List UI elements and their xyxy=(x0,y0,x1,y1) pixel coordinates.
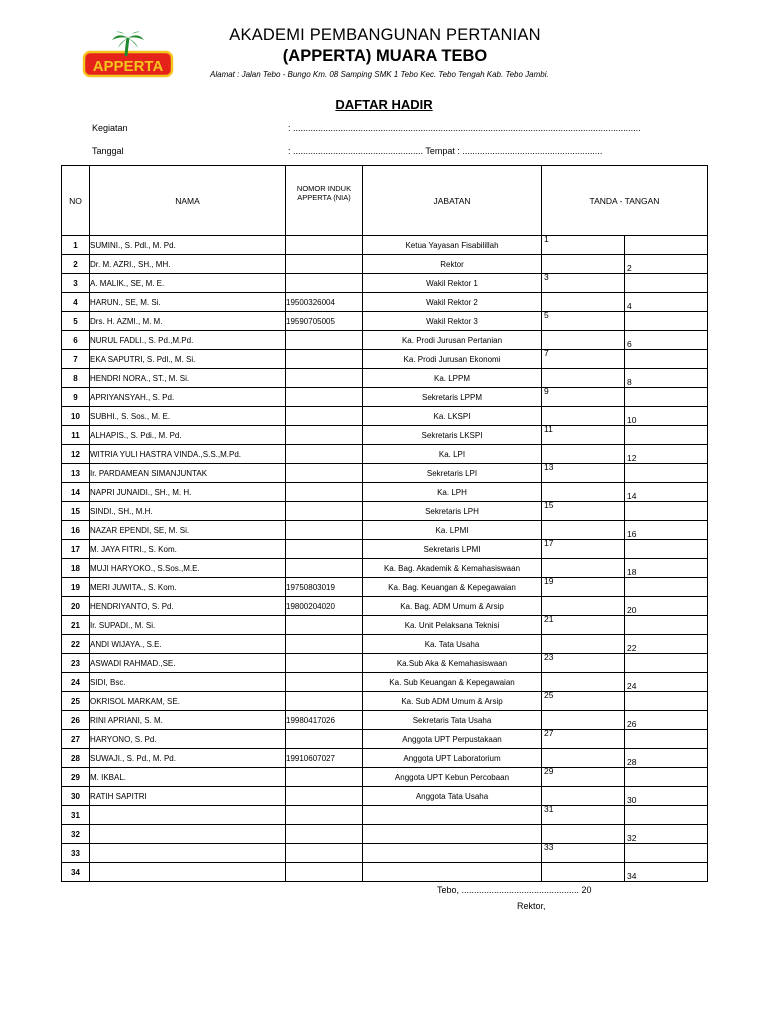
row-nia xyxy=(286,350,363,369)
table-row xyxy=(62,654,708,673)
row-nia xyxy=(286,445,363,464)
row-nia: 19910607027 xyxy=(286,749,363,768)
row-number: 7 xyxy=(62,350,90,369)
signature-left-cell xyxy=(542,825,625,844)
row-nia xyxy=(286,787,363,806)
signature-number-even: 8 xyxy=(627,377,632,387)
signature-left-cell xyxy=(542,711,625,730)
row-nia xyxy=(286,483,363,502)
row-nama xyxy=(90,863,286,882)
row-nama: HARYONO, S. Pd. xyxy=(90,730,286,749)
row-jabatan: Wakil Rektor 2 xyxy=(363,293,542,312)
signature-number-odd: 7 xyxy=(544,348,549,358)
row-number: 6 xyxy=(62,331,90,350)
table-row xyxy=(62,768,708,787)
row-nia: 19500326004 xyxy=(286,293,363,312)
row-jabatan: Ka. LPPM xyxy=(363,369,542,388)
signature-left-cell xyxy=(542,730,625,749)
table-row xyxy=(62,787,708,806)
row-number: 16 xyxy=(62,521,90,540)
table-row xyxy=(62,312,708,331)
row-number: 12 xyxy=(62,445,90,464)
signature-number-even: 30 xyxy=(627,795,637,805)
row-number: 23 xyxy=(62,654,90,673)
row-jabatan: Wakil Rektor 1 xyxy=(363,274,542,293)
row-number: 3 xyxy=(62,274,90,293)
table-row xyxy=(62,445,708,464)
table-row xyxy=(62,388,708,407)
row-number: 32 xyxy=(62,825,90,844)
row-jabatan: Ka. Bag. Keuangan & Kepegawaian xyxy=(363,578,542,597)
table-row xyxy=(62,407,708,426)
signature-number-odd: 15 xyxy=(544,500,554,510)
signature-left-cell xyxy=(542,293,625,312)
row-nama: RINI APRIANI, S. M. xyxy=(90,711,286,730)
signature-number-even: 12 xyxy=(627,453,637,463)
table-row xyxy=(62,749,708,768)
table-header-row xyxy=(62,166,708,236)
row-number: 29 xyxy=(62,768,90,787)
institution-name: AKADEMI PEMBANGUNAN PERTANIAN xyxy=(229,26,541,44)
tanggal-label: Tanggal xyxy=(92,146,124,156)
row-jabatan: Ketua Yayasan Fisabilillah xyxy=(363,236,542,255)
row-nia xyxy=(286,502,363,521)
table-row xyxy=(62,483,708,502)
signature-right-cell xyxy=(625,711,708,730)
table-row xyxy=(62,464,708,483)
signature-right-cell xyxy=(625,236,708,255)
signature-right-cell xyxy=(625,597,708,616)
signature-right-cell xyxy=(625,521,708,540)
table-row xyxy=(62,844,708,863)
signature-right-cell xyxy=(625,293,708,312)
row-nama: RATIH SAPITRI xyxy=(90,787,286,806)
signature-right-cell xyxy=(625,407,708,426)
signature-right-cell xyxy=(625,635,708,654)
signature-right-cell xyxy=(625,578,708,597)
row-number: 2 xyxy=(62,255,90,274)
row-jabatan: Ka. LPH xyxy=(363,483,542,502)
signature-right-cell xyxy=(625,464,708,483)
signature-left-cell xyxy=(542,255,625,274)
signature-left-cell xyxy=(542,635,625,654)
row-nama: ALHAPIS., S. Pdi., M. Pd. xyxy=(90,426,286,445)
row-nama: SINDI., SH., M.H. xyxy=(90,502,286,521)
signer-title: Rektor, xyxy=(517,901,546,911)
row-number: 11 xyxy=(62,426,90,445)
signature-left-cell xyxy=(542,236,625,255)
table-row xyxy=(62,711,708,730)
row-number: 14 xyxy=(62,483,90,502)
row-nia xyxy=(286,692,363,711)
document-title: DAFTAR HADIR xyxy=(335,97,433,112)
row-jabatan: Sekretaris LPPM xyxy=(363,388,542,407)
row-number: 30 xyxy=(62,787,90,806)
signature-left-cell xyxy=(542,407,625,426)
signature-left-cell xyxy=(542,654,625,673)
row-number: 5 xyxy=(62,312,90,331)
row-nama xyxy=(90,844,286,863)
signature-right-cell xyxy=(625,825,708,844)
row-nia xyxy=(286,255,363,274)
row-number: 15 xyxy=(62,502,90,521)
signature-number-even: 26 xyxy=(627,719,637,729)
signature-right-cell xyxy=(625,331,708,350)
row-nia xyxy=(286,331,363,350)
row-number: 18 xyxy=(62,559,90,578)
signature-right-cell xyxy=(625,673,708,692)
row-nama: OKRISOL MARKAM, SE. xyxy=(90,692,286,711)
row-number: 9 xyxy=(62,388,90,407)
table-row xyxy=(62,559,708,578)
signature-number-odd: 3 xyxy=(544,272,549,282)
row-jabatan: Ka. Prodi Jurusan Pertanian xyxy=(363,331,542,350)
signature-right-cell xyxy=(625,616,708,635)
signature-left-cell xyxy=(542,426,625,445)
row-nama: Drs. H. AZMI., M. M. xyxy=(90,312,286,331)
row-jabatan xyxy=(363,863,542,882)
signature-left-cell xyxy=(542,312,625,331)
row-nama: NURUL FADLI., S. Pd.,M.Pd. xyxy=(90,331,286,350)
signature-right-cell xyxy=(625,255,708,274)
signature-left-cell xyxy=(542,578,625,597)
signature-right-cell xyxy=(625,350,708,369)
row-nama: SIDI, Bsc. xyxy=(90,673,286,692)
row-nia xyxy=(286,464,363,483)
signature-right-cell xyxy=(625,768,708,787)
row-nia xyxy=(286,369,363,388)
row-number: 21 xyxy=(62,616,90,635)
row-jabatan: Ka. Bag. Akademik & Kemahasiswaan xyxy=(363,559,542,578)
signature-left-cell xyxy=(542,464,625,483)
signature-number-odd: 11 xyxy=(544,424,553,434)
row-number: 10 xyxy=(62,407,90,426)
row-nama: NAZAR EPENDI, SE, M. Si. xyxy=(90,521,286,540)
row-nia xyxy=(286,388,363,407)
signature-number-even: 24 xyxy=(627,681,637,691)
row-nama: M. IKBAL. xyxy=(90,768,286,787)
row-nia xyxy=(286,559,363,578)
row-nama: APRIYANSYAH., S. Pd. xyxy=(90,388,286,407)
signature-number-even: 14 xyxy=(627,491,637,501)
table-row xyxy=(62,255,708,274)
signature-right-cell xyxy=(625,730,708,749)
signature-number-even: 22 xyxy=(627,643,637,653)
table-row xyxy=(62,673,708,692)
logo-text: APPERTA xyxy=(92,58,164,75)
signature-number-odd: 23 xyxy=(544,652,554,662)
signature-right-cell xyxy=(625,863,708,882)
row-number: 8 xyxy=(62,369,90,388)
signature-left-cell xyxy=(542,331,625,350)
col-nia-header: NOMOR INDUK APPERTA (NIA) xyxy=(286,166,363,236)
table-row xyxy=(62,274,708,293)
row-jabatan: Ka. Prodi Jurusan Ekonomi xyxy=(363,350,542,369)
row-nia: 19800204020 xyxy=(286,597,363,616)
table-row xyxy=(62,863,708,882)
row-number: 13 xyxy=(62,464,90,483)
signature-number-odd: 1 xyxy=(544,234,549,244)
row-nia xyxy=(286,407,363,426)
signature-left-cell xyxy=(542,692,625,711)
row-nia xyxy=(286,521,363,540)
signature-right-cell xyxy=(625,388,708,407)
row-nia: 19980417026 xyxy=(286,711,363,730)
signature-left-cell xyxy=(542,559,625,578)
institution-address: Alamat : Jalan Tebo - Bungo Km. 08 Samping SMK 1 Tebo Kec. Tebo Tengah Kab. Tebo Jambi. xyxy=(210,70,549,79)
row-nama: SUBHI., S. Sos., M. E. xyxy=(90,407,286,426)
signature-number-even: 20 xyxy=(627,605,637,615)
row-nama: A. MALIK., SE, M. E. xyxy=(90,274,286,293)
row-jabatan: Sekretaris LPMI xyxy=(363,540,542,559)
table-row xyxy=(62,293,708,312)
row-nama: EKA SAPUTRI, S. Pdl., M. Si. xyxy=(90,350,286,369)
row-jabatan: Anggota Tata Usaha xyxy=(363,787,542,806)
row-nama: MERI JUWITA., S. Kom. xyxy=(90,578,286,597)
signature-left-cell xyxy=(542,616,625,635)
row-jabatan: Rektor xyxy=(363,255,542,274)
signature-right-cell xyxy=(625,426,708,445)
table-row xyxy=(62,540,708,559)
row-jabatan: Sekretaris LPH xyxy=(363,502,542,521)
signature-left-cell xyxy=(542,483,625,502)
row-nia xyxy=(286,426,363,445)
signature-left-cell xyxy=(542,768,625,787)
signature-right-cell xyxy=(625,502,708,521)
signature-right-cell xyxy=(625,274,708,293)
row-jabatan: Ka. Sub Keuangan & Kepegawaian xyxy=(363,673,542,692)
row-jabatan xyxy=(363,806,542,825)
row-jabatan xyxy=(363,825,542,844)
row-number: 24 xyxy=(62,673,90,692)
row-nia xyxy=(286,540,363,559)
kegiatan-label: Kegiatan xyxy=(92,123,128,133)
signature-right-cell xyxy=(625,749,708,768)
signature-number-even: 2 xyxy=(627,263,632,273)
row-nama: MUJI HARYOKO., S.Sos.,M.E. xyxy=(90,559,286,578)
table-row xyxy=(62,502,708,521)
row-nia xyxy=(286,673,363,692)
signature-number-even: 28 xyxy=(627,757,637,767)
table-row xyxy=(62,369,708,388)
row-jabatan: Ka.Sub Aka & Kemahasiswaan xyxy=(363,654,542,673)
row-number: 34 xyxy=(62,863,90,882)
signature-number-even: 10 xyxy=(627,415,637,425)
signature-left-cell xyxy=(542,673,625,692)
signature-right-cell xyxy=(625,806,708,825)
row-nia xyxy=(286,236,363,255)
signature-right-cell xyxy=(625,369,708,388)
signature-number-odd: 17 xyxy=(544,538,554,548)
row-nia xyxy=(286,806,363,825)
col-jabatan-header: JABATAN xyxy=(363,166,542,236)
signature-left-cell xyxy=(542,445,625,464)
row-nia xyxy=(286,654,363,673)
row-number: 22 xyxy=(62,635,90,654)
table-body xyxy=(62,236,708,882)
signature-left-cell xyxy=(542,521,625,540)
table-row xyxy=(62,236,708,255)
row-jabatan: Ka. Unit Pelaksana Teknisi xyxy=(363,616,542,635)
row-nia xyxy=(286,863,363,882)
signature-number-odd: 33 xyxy=(544,842,554,852)
signature-left-cell xyxy=(542,502,625,521)
signature-left-cell xyxy=(542,806,625,825)
signature-number-odd: 25 xyxy=(544,690,554,700)
row-jabatan: Anggota UPT Laboratorium xyxy=(363,749,542,768)
row-jabatan xyxy=(363,844,542,863)
row-number: 27 xyxy=(62,730,90,749)
row-number: 1 xyxy=(62,236,90,255)
kegiatan-value: : ........................................................................................................................................... xyxy=(288,123,641,133)
row-number: 4 xyxy=(62,293,90,312)
row-nama: Dr. M. AZRI., SH., MH. xyxy=(90,255,286,274)
row-nia xyxy=(286,844,363,863)
signature-left-cell xyxy=(542,369,625,388)
signature-number-odd: 21 xyxy=(544,614,554,624)
row-jabatan: Anggota UPT Perpustakaan xyxy=(363,730,542,749)
row-nia xyxy=(286,768,363,787)
signature-number-even: 6 xyxy=(627,339,632,349)
row-jabatan: Ka. Sub ADM Umum & Arsip xyxy=(363,692,542,711)
row-number: 26 xyxy=(62,711,90,730)
row-number: 31 xyxy=(62,806,90,825)
signature-left-cell xyxy=(542,787,625,806)
place-date: Tebo, ............................................... 20 xyxy=(437,885,592,895)
signature-right-cell xyxy=(625,483,708,502)
attendance-table xyxy=(61,165,708,882)
signature-left-cell xyxy=(542,388,625,407)
signature-left-cell xyxy=(542,274,625,293)
signature-right-cell xyxy=(625,445,708,464)
row-jabatan: Wakil Rektor 3 xyxy=(363,312,542,331)
signature-left-cell xyxy=(542,597,625,616)
row-nia xyxy=(286,730,363,749)
signature-number-even: 34 xyxy=(627,871,637,881)
row-number: 33 xyxy=(62,844,90,863)
signature-left-cell xyxy=(542,540,625,559)
row-nia: 19750803019 xyxy=(286,578,363,597)
signature-left-cell xyxy=(542,863,625,882)
row-jabatan: Sekretaris Tata Usaha xyxy=(363,711,542,730)
row-nama: HARUN., SE, M. Si. xyxy=(90,293,286,312)
table-row xyxy=(62,635,708,654)
row-nama: HENDRIYANTO, S. Pd. xyxy=(90,597,286,616)
row-jabatan: Ka. Tata Usaha xyxy=(363,635,542,654)
table-row xyxy=(62,730,708,749)
row-nama: Ir. PARDAMEAN SIMANJUNTAK xyxy=(90,464,286,483)
signature-right-cell xyxy=(625,787,708,806)
row-jabatan: Anggota UPT Kebun Percobaan xyxy=(363,768,542,787)
table-row xyxy=(62,597,708,616)
signature-number-odd: 13 xyxy=(544,462,554,472)
signature-right-cell xyxy=(625,654,708,673)
signature-number-even: 4 xyxy=(627,301,632,311)
col-nama-header: NAMA xyxy=(90,166,286,236)
row-nama: Ir. SUPADI., M. Si. xyxy=(90,616,286,635)
apperta-logo xyxy=(82,30,174,80)
signature-left-cell xyxy=(542,350,625,369)
table-row xyxy=(62,616,708,635)
row-nama: ASWADI RAHMAD.,SE. xyxy=(90,654,286,673)
table-row xyxy=(62,521,708,540)
row-nama: HENDRI NORA., ST., M. Si. xyxy=(90,369,286,388)
signature-number-even: 32 xyxy=(627,833,637,843)
signature-number-odd: 31 xyxy=(544,804,554,814)
table-row xyxy=(62,426,708,445)
signature-number-odd: 9 xyxy=(544,386,549,396)
signature-number-even: 16 xyxy=(627,529,637,539)
row-number: 19 xyxy=(62,578,90,597)
table-row xyxy=(62,331,708,350)
col-tanda-header: TANDA - TANGAN xyxy=(542,166,708,236)
signature-right-cell xyxy=(625,844,708,863)
row-nia xyxy=(286,274,363,293)
table-row xyxy=(62,578,708,597)
row-nama xyxy=(90,825,286,844)
table-row xyxy=(62,350,708,369)
signature-right-cell xyxy=(625,312,708,331)
signature-right-cell xyxy=(625,692,708,711)
row-number: 17 xyxy=(62,540,90,559)
table-row xyxy=(62,806,708,825)
row-number: 25 xyxy=(62,692,90,711)
row-nama: ANDI WIJAYA., S.E. xyxy=(90,635,286,654)
signature-right-cell xyxy=(625,540,708,559)
row-nia xyxy=(286,825,363,844)
tanggal-value: : .................................................... Tempat : ........................................................ xyxy=(288,146,603,156)
table-row xyxy=(62,825,708,844)
signature-left-cell xyxy=(542,749,625,768)
row-nama: NAPRI JUNAIDI., SH., M. H. xyxy=(90,483,286,502)
row-number: 28 xyxy=(62,749,90,768)
signature-number-odd: 27 xyxy=(544,728,554,738)
row-jabatan: Ka. Bag. ADM Umum & Arsip xyxy=(363,597,542,616)
signature-right-cell xyxy=(625,559,708,578)
signature-left-cell xyxy=(542,844,625,863)
row-nama: SUWAJI., S. Pd., M. Pd. xyxy=(90,749,286,768)
row-jabatan: Ka. LPI xyxy=(363,445,542,464)
col-no-header: NO xyxy=(62,166,90,236)
row-nia: 19590705005 xyxy=(286,312,363,331)
signature-number-even: 18 xyxy=(627,567,637,577)
row-jabatan: Ka. LKSPI xyxy=(363,407,542,426)
row-nia xyxy=(286,635,363,654)
table-row xyxy=(62,692,708,711)
signature-number-odd: 19 xyxy=(544,576,554,586)
row-nama: M. JAYA FITRI., S. Kom. xyxy=(90,540,286,559)
row-nama xyxy=(90,806,286,825)
row-nama: WITRIA YULI HASTRA VINDA.,S.S.,M.Pd. xyxy=(90,445,286,464)
signature-number-odd: 29 xyxy=(544,766,554,776)
row-jabatan: Ka. LPMI xyxy=(363,521,542,540)
row-nia xyxy=(286,616,363,635)
signature-number-odd: 5 xyxy=(544,310,549,320)
row-number: 20 xyxy=(62,597,90,616)
institution-subtitle: (APPERTA) MUARA TEBO xyxy=(282,47,488,65)
row-jabatan: Sekretaris LKSPI xyxy=(363,426,542,445)
row-jabatan: Sekretaris LPI xyxy=(363,464,542,483)
row-nama: SUMINI., S. Pdl., M. Pd. xyxy=(90,236,286,255)
